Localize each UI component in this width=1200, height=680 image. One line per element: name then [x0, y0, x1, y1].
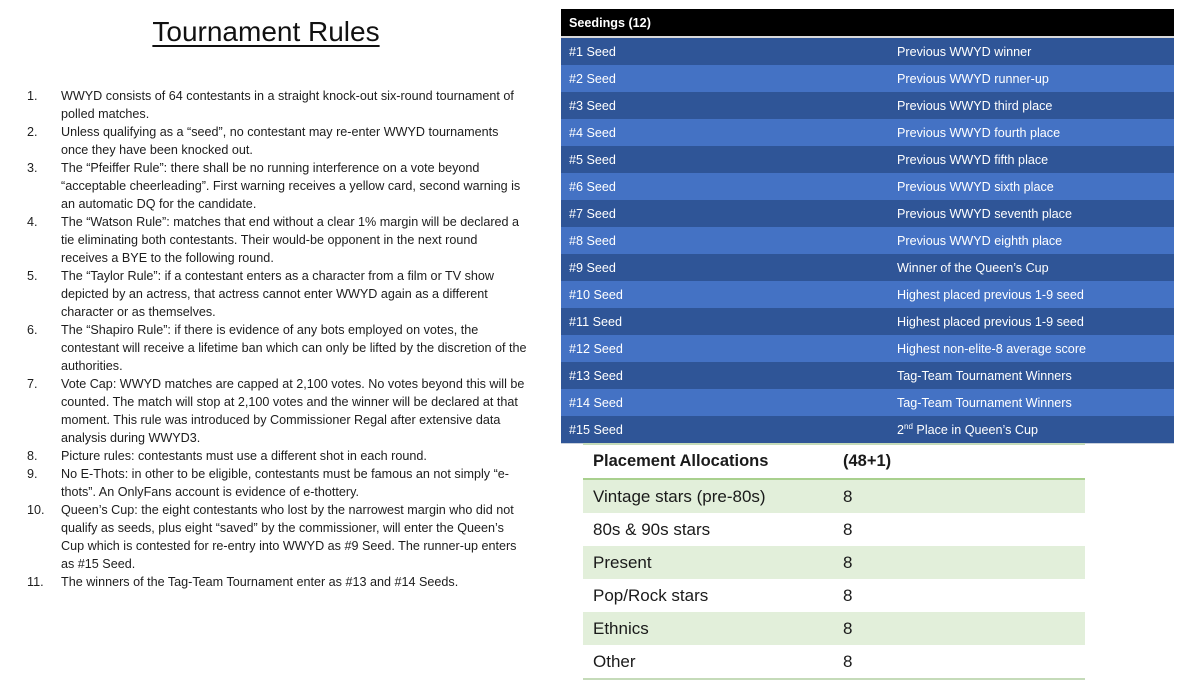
- placement-header: [583, 445, 1085, 480]
- rule-number: 6.: [27, 323, 38, 337]
- seed-row: [561, 227, 1174, 254]
- seed-description: Highest placed previous 1-9 seed: [897, 314, 1084, 329]
- rule-number: 2.: [27, 125, 38, 139]
- rule-item: [27, 213, 527, 267]
- placement-label: Vintage stars (pre-80s): [593, 486, 766, 506]
- seed-row: [561, 389, 1174, 416]
- placement-label: Ethnics: [593, 618, 649, 638]
- seed-label: #11 Seed: [569, 314, 622, 329]
- rules-list: [27, 87, 527, 591]
- rule-number: 8.: [27, 449, 38, 463]
- seed-row: [561, 65, 1174, 92]
- rule-number: 4.: [27, 215, 38, 229]
- placement-allocations-table: [583, 443, 1085, 680]
- seed-description: Previous WWYD winner: [897, 44, 1032, 59]
- seed-row: [561, 173, 1174, 200]
- seed-label: #2 Seed: [569, 71, 616, 86]
- page-title: [0, 14, 532, 50]
- seed-row: [561, 281, 1174, 308]
- rule-number: 9.: [27, 467, 38, 481]
- seed-description: Previous WWYD fourth place: [897, 125, 1061, 140]
- seed-row: [561, 254, 1174, 281]
- seed-description: Previous WWYD eighth place: [897, 233, 1063, 248]
- placement-label: 80s & 90s stars: [593, 519, 711, 539]
- seed-label: #4 Seed: [569, 125, 616, 140]
- placement-value: 8: [843, 486, 853, 506]
- seed-description: Winner of the Queen’s Cup: [897, 260, 1049, 275]
- rule-number: 7.: [27, 377, 38, 391]
- seed-label: #7 Seed: [569, 206, 616, 221]
- rule-text: No E-Thots: in other to be eligible, contestants must be famous an not simply “e-thots”. An OnlyFans account is evidence of e-thottery.: [61, 467, 509, 499]
- seed-label: #10 Seed: [569, 287, 623, 302]
- seed-description: [897, 423, 1174, 437]
- rule-text: WWYD consists of 64 contestants in a straight knock-out six-round tournament of polled matches.: [61, 89, 514, 121]
- seed-row: [561, 416, 1174, 443]
- placement-value: 8: [843, 651, 853, 671]
- seed-description: Highest non-elite-8 average score: [897, 341, 1087, 356]
- seed-description-superscript: nd: [904, 421, 913, 431]
- seed-description: Previous WWYD seventh place: [897, 206, 1072, 221]
- seed-row: [561, 362, 1174, 389]
- rule-number: 3.: [27, 161, 38, 175]
- seed-label: #8 Seed: [569, 233, 616, 248]
- rule-item: [27, 501, 527, 573]
- rule-number: 10.: [27, 503, 45, 517]
- rule-text: The “Pfeiffer Rule”: there shall be no running interference on a vote beyond “acceptable cheerleading”. First warning receives a yellow card, second warning is an automatic DQ for the candidate.: [61, 161, 521, 211]
- placement-label: Other: [593, 651, 636, 671]
- seed-label: #5 Seed: [569, 152, 616, 167]
- seed-row: [561, 308, 1174, 335]
- rule-text: Queen’s Cup: the eight contestants who lost by the narrowest margin who did not qualify as seeds, plus eight “saved” by the commissioner, will enter the Queen’s Cup which is contested for re-entry into WWYD as #9 Seed. The runner-up enters as #15 Seed.: [61, 503, 517, 571]
- placement-label: Present: [593, 552, 652, 572]
- seed-row: [561, 119, 1174, 146]
- rule-item: [27, 123, 527, 159]
- seedings-header: Seedings (12): [561, 9, 1174, 38]
- page-title-text: Tournament Rules: [152, 16, 380, 47]
- placement-header-label: Placement Allocations: [593, 452, 769, 470]
- rule-item: [27, 465, 527, 501]
- rule-item: [27, 447, 527, 465]
- seed-description-prefix: 2: [897, 422, 905, 437]
- rule-number: 11.: [27, 575, 44, 589]
- seed-description: Tag-Team Tournament Winners: [897, 395, 1072, 410]
- seed-label: #1 Seed: [569, 44, 616, 59]
- seed-description: Tag-Team Tournament Winners: [897, 368, 1072, 383]
- placement-value: 8: [843, 618, 853, 638]
- seedings-table: [561, 9, 1174, 443]
- placement-value: 8: [843, 552, 853, 572]
- seed-row: [561, 200, 1174, 227]
- placement-row: [583, 546, 1085, 579]
- seed-label: #13 Seed: [569, 368, 623, 383]
- rule-item: [27, 321, 527, 375]
- seed-label: #14 Seed: [569, 395, 623, 410]
- rule-text: Vote Cap: WWYD matches are capped at 2,100 votes. No votes beyond this will be counted. The match will stop at 2,100 votes and the winner will be declared at that moment. This rule was introduced by Commissioner Regal after extensive data analysis during WWYD3.: [61, 377, 525, 445]
- placement-header-value: (48+1): [843, 452, 892, 470]
- placement-row: [583, 579, 1085, 612]
- seed-description: Previous WWYD sixth place: [897, 179, 1054, 194]
- placement-row: [583, 513, 1085, 546]
- seed-row: [561, 92, 1174, 119]
- placement-label: Pop/Rock stars: [593, 585, 709, 605]
- seed-description: Previous WWYD fifth place: [897, 152, 1049, 167]
- placement-row: [583, 612, 1085, 645]
- rule-text: Unless qualifying as a “seed”, no contestant may re-enter WWYD tournaments once they have been knocked out.: [61, 125, 499, 157]
- seed-description-rest: Place in Queen’s Cup: [912, 422, 1039, 437]
- rule-text: The “Shapiro Rule”: if there is evidence of any bots employed on votes, the contestant will receive a lifetime ban which can only be lifted by the discretion of the authorities.: [61, 323, 527, 373]
- seed-description: Previous WWYD runner-up: [897, 71, 1049, 86]
- seed-row: [561, 38, 1174, 65]
- seed-row: [561, 335, 1174, 362]
- seed-description: Highest placed previous 1-9 seed: [897, 287, 1084, 302]
- rule-text: The “Watson Rule”: matches that end without a clear 1% margin will be declared a tie eliminating both contestants. Their would-be opponent in the next round receives a BYE to the following round.: [61, 215, 520, 265]
- placement-row: [583, 480, 1085, 513]
- rule-item: [27, 573, 527, 591]
- rule-item: [27, 159, 527, 213]
- placement-row: [583, 645, 1085, 678]
- rule-item: [27, 87, 527, 123]
- rule-item: [27, 375, 527, 447]
- seed-description: Previous WWYD third place: [897, 98, 1053, 113]
- seed-row: [561, 146, 1174, 173]
- rule-item: [27, 267, 527, 321]
- rule-text: The winners of the Tag-Team Tournament enter as #13 and #14 Seeds.: [61, 575, 459, 589]
- placement-value: 8: [843, 585, 853, 605]
- seed-label: #6 Seed: [569, 179, 616, 194]
- seed-label: #15 Seed: [569, 422, 623, 437]
- seed-label: #12 Seed: [569, 341, 623, 356]
- rule-text: Picture rules: contestants must use a different shot in each round.: [61, 449, 427, 463]
- rule-number: 5.: [27, 269, 38, 283]
- rule-text: The “Taylor Rule”: if a contestant enters as a character from a film or TV show depicted by an actress, that actress cannot enter WWYD again as a different character or as themselves.: [61, 269, 495, 319]
- seed-label: #9 Seed: [569, 260, 616, 275]
- placement-value: 8: [843, 519, 853, 539]
- seed-label: #3 Seed: [569, 98, 616, 113]
- rule-number: 1.: [27, 89, 38, 103]
